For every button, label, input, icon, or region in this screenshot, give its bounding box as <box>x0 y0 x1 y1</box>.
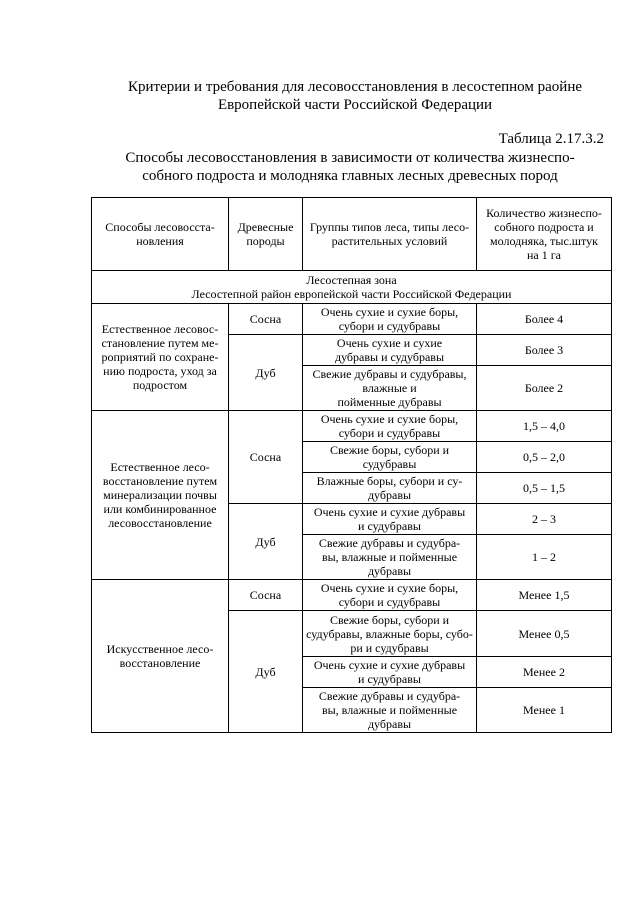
forest-type-cell: Свежие дубравы и судубра- вы, влажные и пойменные дубравы <box>303 535 477 580</box>
forest-type-cell: Очень сухие и сухие боры, субори и судубравы <box>303 580 477 611</box>
header-quantity: Количество жизнеспо- собного подроста и молодняка, тыс.штук на 1 га <box>477 198 612 271</box>
species-cell: Дуб <box>229 335 303 411</box>
quantity-cell: 0,5 – 1,5 <box>477 473 612 504</box>
quantity-cell: 2 – 3 <box>477 504 612 535</box>
quantity-cell: Более 2 <box>477 366 612 411</box>
quantity-cell: 1 – 2 <box>477 535 612 580</box>
title-line-1: Критерии и требования для лесовосстановления в лесостепном раойне <box>128 79 582 95</box>
forest-type-cell: Влажные боры, субори и су- дубравы <box>303 473 477 504</box>
quantity-cell: 1,5 – 4,0 <box>477 411 612 442</box>
forest-type-cell: Очень сухие и сухие дубравы и судубравы <box>303 335 477 366</box>
document-title <box>95 78 615 114</box>
caption-line-1: Способы лесовосстановления в зависимости от количества жизнеспо- <box>125 150 575 166</box>
forest-type-cell: Очень сухие и сухие боры, субори и судубравы <box>303 304 477 335</box>
zone-cell: Лесостепная зона Лесостепной район европейской части Российской Федерации <box>92 271 612 304</box>
quantity-cell: Более 3 <box>477 335 612 366</box>
caption-line-2: собного подроста и молодняка главных лесных древесных пород <box>142 168 558 184</box>
forest-type-cell: Свежие дубравы и судубравы, влажные и пойменные дубравы <box>303 366 477 411</box>
method-cell: Естественное лесо- восстановление путем минерализации почвы или комбинированное лесовосстановление <box>92 411 229 580</box>
header-row <box>92 198 612 271</box>
forest-type-cell: Очень сухие и сухие боры, субори и судубравы <box>303 411 477 442</box>
species-cell: Сосна <box>229 304 303 335</box>
header-forest-types: Группы типов леса, типы лесо- растительных условий <box>303 198 477 271</box>
header-species: Древесные породы <box>229 198 303 271</box>
quantity-cell: Менее 1 <box>477 688 612 733</box>
quantity-cell: Менее 1,5 <box>477 580 612 611</box>
species-cell: Сосна <box>229 580 303 611</box>
species-cell: Дуб <box>229 611 303 733</box>
species-cell: Дуб <box>229 504 303 580</box>
header-method: Способы лесовосста- новления <box>92 198 229 271</box>
table-number: Таблица 2.17.3.2 <box>498 131 604 147</box>
table-row <box>92 304 612 335</box>
quantity-cell: 0,5 – 2,0 <box>477 442 612 473</box>
species-cell: Сосна <box>229 411 303 504</box>
table-row <box>92 580 612 611</box>
forest-type-cell: Свежие боры, субори и судубравы <box>303 442 477 473</box>
zone-row <box>92 271 612 304</box>
forest-type-cell: Свежие дубравы и судубра- вы, влажные и пойменные дубравы <box>303 688 477 733</box>
quantity-cell: Более 4 <box>477 304 612 335</box>
reforestation-table <box>91 197 612 733</box>
forest-type-cell: Свежие боры, субори и судубравы, влажные боры, субо- ри и судубравы <box>303 611 477 657</box>
quantity-cell: Менее 2 <box>477 657 612 688</box>
method-cell: Искусственное лесо- восстановление <box>92 580 229 733</box>
method-cell: Естественное лесовос- становление путем ме- роприятий по сохране- нию подроста, уход за подростом <box>92 304 229 411</box>
quantity-cell: Менее 0,5 <box>477 611 612 657</box>
forest-type-cell: Очень сухие и сухие дубравы и судубравы <box>303 657 477 688</box>
title-line-2: Европейской части Российской Федерации <box>217 97 493 113</box>
table-body <box>92 198 612 733</box>
table-caption <box>110 149 590 185</box>
forest-type-cell: Очень сухие и сухие дубравы и судубравы <box>303 504 477 535</box>
table-row <box>92 411 612 442</box>
